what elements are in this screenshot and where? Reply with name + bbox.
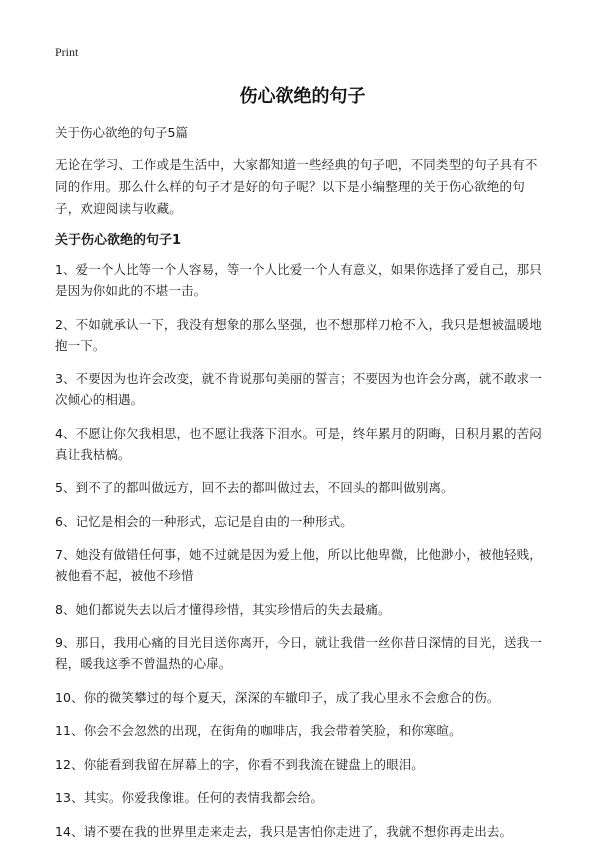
intro-paragraph: 无论在学习、工作或是生活中，大家都知道一些经典的句子吧，不同类型的句子具有不同的作用。那么什么样的句子才是好的句子呢？以下是小编整理的关于伤心欲绝的句子，欢迎阅读与收藏。: [55, 157, 538, 216]
list-item: 12、你能看到我留在屏幕上的字，你看不到我流在键盘上的眼泪。: [55, 756, 424, 772]
list-item: 2、不如就承认一下，我没有想象的那么坚强，也不想那样刀枪不入，我只是想被温暖地抱一下。: [55, 316, 542, 353]
list-item: 9、那日，我用心痛的目光目送你离开，今日，就让我借一丝你昔日深情的目光，送我一程，暖我这季不曾温热的心扉。: [55, 635, 542, 671]
list-item: 8、她们都说失去以后才懂得珍惜，其实珍惜后的失去最痛。: [55, 601, 391, 617]
list-item: 11、你会不会忽然的出现，在街角的咖啡店，我会带着笑脸，和你寒暄。: [55, 723, 462, 738]
list-item: 14、请不要在我的世界里走来走去，我只是害怕你走进了，我就不想你再走出去。: [55, 823, 513, 839]
list-item: 1、爱一个人比等一个人容易，等一个人比爱一个人有意义，如果你选择了爱自己，那只是因为你如此的不堪一击。: [55, 262, 542, 298]
list-item: 13、其实。你爱我像谁。任何的表情我都会给。: [55, 790, 324, 805]
list-item: 6、记忆是相会的一种形式，忘记是自由的一种形式。: [55, 513, 353, 529]
section-heading: 关于伤心欲绝的句子1: [55, 233, 182, 248]
document-subtitle: 关于伤心欲绝的句子5篇: [55, 125, 188, 140]
list-item: 5、到不了的都叫做远方，回不去的都叫做过去，不回头的都叫做别离。: [55, 480, 454, 495]
list-item: 7、她没有做错任何事，她不过就是因为爱上他，所以比他卑微，比他渺小，被他轻贱，被他看不起，被他不珍惜: [55, 547, 542, 583]
print-label: Print: [55, 45, 79, 59]
list-item: 4、不愿让你欠我相思，也不愿让我落下泪水。可是，终年累月的阴晦，日积月累的苦闷真让我枯槁。: [55, 425, 542, 462]
page-title: 伤心欲绝的句子: [239, 86, 366, 107]
list-item: 3、不要因为也许会改变，就不肯说那句美丽的誓言；不要因为也许会分离，就不敢求一次倾心的相遇。: [55, 371, 542, 407]
sentence-list: [55, 259, 550, 842]
list-item: 10、你的微笑攀过的每个夏天，深深的车辙印子，成了我心里永不会愈合的伤。: [55, 689, 500, 705]
